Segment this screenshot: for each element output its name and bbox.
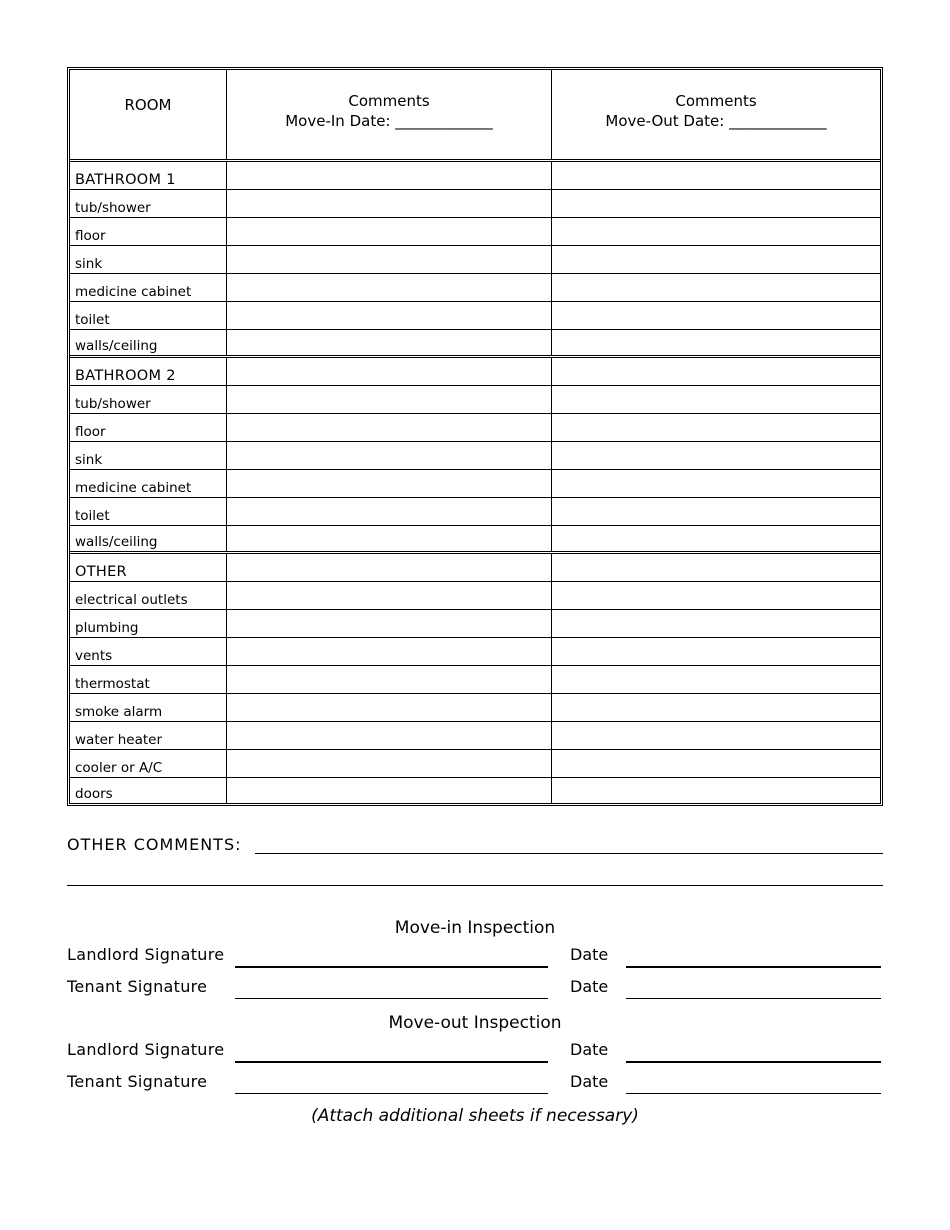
room-item-label: sink (70, 442, 227, 469)
tenant-signature-label: Tenant Signature (67, 977, 208, 996)
move-in-date-label: Move-In Date: _____________ (285, 111, 493, 130)
table-row (70, 638, 880, 666)
room-item-label: electrical outlets (70, 582, 227, 609)
move-in-landlord-date-field[interactable] (626, 966, 881, 968)
move-out-comment-cell[interactable] (552, 246, 880, 273)
room-item-label: toilet (70, 302, 227, 329)
move-out-comment-cell[interactable] (552, 414, 880, 441)
move-out-comment-cell[interactable] (552, 694, 880, 721)
room-item-label: plumbing (70, 610, 227, 637)
move-in-comment-cell[interactable] (227, 582, 552, 609)
move-out-comment-cell[interactable] (552, 190, 880, 217)
other-comments (67, 832, 883, 886)
move-in-comment-cell[interactable] (227, 302, 552, 329)
inspection-table (67, 67, 883, 806)
table-row (70, 778, 880, 803)
room-item-label: medicine cabinet (70, 274, 227, 301)
room-item-label: tub/shower (70, 386, 227, 413)
date-label: Date (570, 1072, 609, 1091)
room-item-label: thermostat (70, 666, 227, 693)
table-row (70, 190, 880, 218)
inspection-form (67, 67, 883, 806)
move-out-comment-cell[interactable] (552, 386, 880, 413)
move-in-comment-cell[interactable] (227, 442, 552, 469)
move-in-comment-cell[interactable] (227, 610, 552, 637)
move-in-inspection (67, 917, 883, 1003)
section-title: OTHER (70, 554, 227, 581)
room-item-label: medicine cabinet (70, 470, 227, 497)
move-out-inspection (67, 1012, 883, 1098)
move-in-heading: Move-in Inspection (394, 918, 556, 938)
table-row (70, 666, 880, 694)
move-in-comments-label: Comments (348, 91, 430, 110)
table-row (70, 330, 880, 355)
section-title: BATHROOM 2 (70, 358, 227, 385)
date-label: Date (570, 977, 609, 996)
landlord-signature-label: Landlord Signature (67, 945, 225, 964)
date-label: Date (570, 1040, 609, 1059)
move-out-comment-cell[interactable] (552, 358, 880, 385)
date-label: Date (570, 945, 609, 964)
move-out-comment-cell[interactable] (552, 274, 880, 301)
move-out-comment-cell[interactable] (552, 778, 880, 803)
table-row (70, 302, 880, 330)
move-in-comment-cell[interactable] (227, 638, 552, 665)
room-item-label: floor (70, 218, 227, 245)
move-in-comment-cell[interactable] (227, 666, 552, 693)
landlord-signature-label: Landlord Signature (67, 1040, 225, 1059)
table-row (70, 218, 880, 246)
move-out-landlord-row (67, 1034, 883, 1066)
move-out-comment-cell[interactable] (552, 302, 880, 329)
move-in-tenant-date-field[interactable] (626, 998, 881, 999)
move-out-tenant-signature-field[interactable] (235, 1093, 548, 1094)
move-out-comment-cell[interactable] (552, 162, 880, 189)
room-item-label: floor (70, 414, 227, 441)
move-out-tenant-date-field[interactable] (626, 1093, 881, 1094)
section-title: BATHROOM 1 (70, 162, 227, 189)
tenant-signature-label: Tenant Signature (67, 1072, 208, 1091)
move-out-comment-cell[interactable] (552, 554, 880, 581)
section-title-row (70, 162, 880, 190)
table-row (70, 694, 880, 722)
move-out-comment-cell[interactable] (552, 638, 880, 665)
move-out-landlord-signature-field[interactable] (235, 1061, 548, 1063)
move-in-comment-cell[interactable] (227, 694, 552, 721)
table-row (70, 386, 880, 414)
move-in-landlord-signature-field[interactable] (235, 966, 548, 968)
room-item-label: sink (70, 246, 227, 273)
room-column-header (70, 70, 227, 159)
move-out-landlord-date-field[interactable] (626, 1061, 881, 1063)
move-out-comment-cell[interactable] (552, 218, 880, 245)
move-in-comment-cell[interactable] (227, 218, 552, 245)
room-item-label: vents (70, 638, 227, 665)
move-in-tenant-signature-field[interactable] (235, 998, 548, 999)
room-item-label: water heater (70, 722, 227, 749)
move-out-tenant-row (67, 1066, 883, 1098)
move-out-comment-cell[interactable] (552, 442, 880, 469)
move-out-comment-cell[interactable] (552, 610, 880, 637)
move-out-comment-cell[interactable] (552, 666, 880, 693)
move-out-heading: Move-out Inspection (388, 1013, 562, 1033)
move-in-comment-cell[interactable] (227, 246, 552, 273)
move-out-date-label: Move-Out Date: _____________ (605, 111, 827, 130)
section-title-row (70, 554, 880, 582)
move-in-comment-cell[interactable] (227, 526, 552, 551)
move-in-comment-cell[interactable] (227, 386, 552, 413)
move-in-comment-cell[interactable] (227, 190, 552, 217)
table-section (70, 554, 880, 803)
move-in-column-header (227, 70, 552, 159)
table-row (70, 470, 880, 498)
table-row (70, 610, 880, 638)
room-item-label: smoke alarm (70, 694, 227, 721)
attach-sheets-note: (Attach additional sheets if necessary) (311, 1106, 639, 1126)
move-out-comment-cell[interactable] (552, 750, 880, 777)
table-row (70, 498, 880, 526)
move-in-comment-cell[interactable] (227, 722, 552, 749)
other-comments-line-1[interactable] (255, 833, 883, 854)
move-in-landlord-row (67, 939, 883, 971)
move-in-comment-cell[interactable] (227, 498, 552, 525)
table-header (70, 70, 880, 162)
move-out-comment-cell[interactable] (552, 526, 880, 551)
room-header-label: ROOM (124, 96, 172, 114)
table-body (70, 162, 880, 803)
table-row (70, 722, 880, 750)
move-out-comment-cell[interactable] (552, 498, 880, 525)
room-item-label: doors (70, 778, 227, 803)
move-in-comment-cell[interactable] (227, 554, 552, 581)
move-in-comment-cell[interactable] (227, 330, 552, 355)
move-out-column-header (552, 70, 880, 159)
table-section (70, 358, 880, 554)
move-out-comment-cell[interactable] (552, 582, 880, 609)
move-in-comment-cell[interactable] (227, 414, 552, 441)
move-out-comment-cell[interactable] (552, 470, 880, 497)
table-row (70, 246, 880, 274)
other-comments-line-2[interactable] (67, 885, 883, 886)
move-in-comment-cell[interactable] (227, 470, 552, 497)
table-row (70, 582, 880, 610)
move-in-comment-cell[interactable] (227, 274, 552, 301)
room-item-label: cooler or A/C (70, 750, 227, 777)
other-comments-label: OTHER COMMENTS: (67, 835, 242, 854)
move-in-tenant-row (67, 971, 883, 1003)
table-row (70, 526, 880, 551)
table-row (70, 750, 880, 778)
room-item-label: toilet (70, 498, 227, 525)
room-item-label: walls/ceiling (70, 526, 227, 551)
move-out-comment-cell[interactable] (552, 722, 880, 749)
room-item-label: tub/shower (70, 190, 227, 217)
move-out-comments-label: Comments (675, 91, 757, 110)
move-in-comment-cell[interactable] (227, 750, 552, 777)
table-section (70, 162, 880, 358)
move-out-comment-cell[interactable] (552, 330, 880, 355)
table-row (70, 274, 880, 302)
section-title-row (70, 358, 880, 386)
table-row (70, 414, 880, 442)
move-in-comment-cell[interactable] (227, 358, 552, 385)
move-in-comment-cell[interactable] (227, 162, 552, 189)
room-item-label: walls/ceiling (70, 330, 227, 355)
move-in-comment-cell[interactable] (227, 778, 552, 803)
table-row (70, 442, 880, 470)
